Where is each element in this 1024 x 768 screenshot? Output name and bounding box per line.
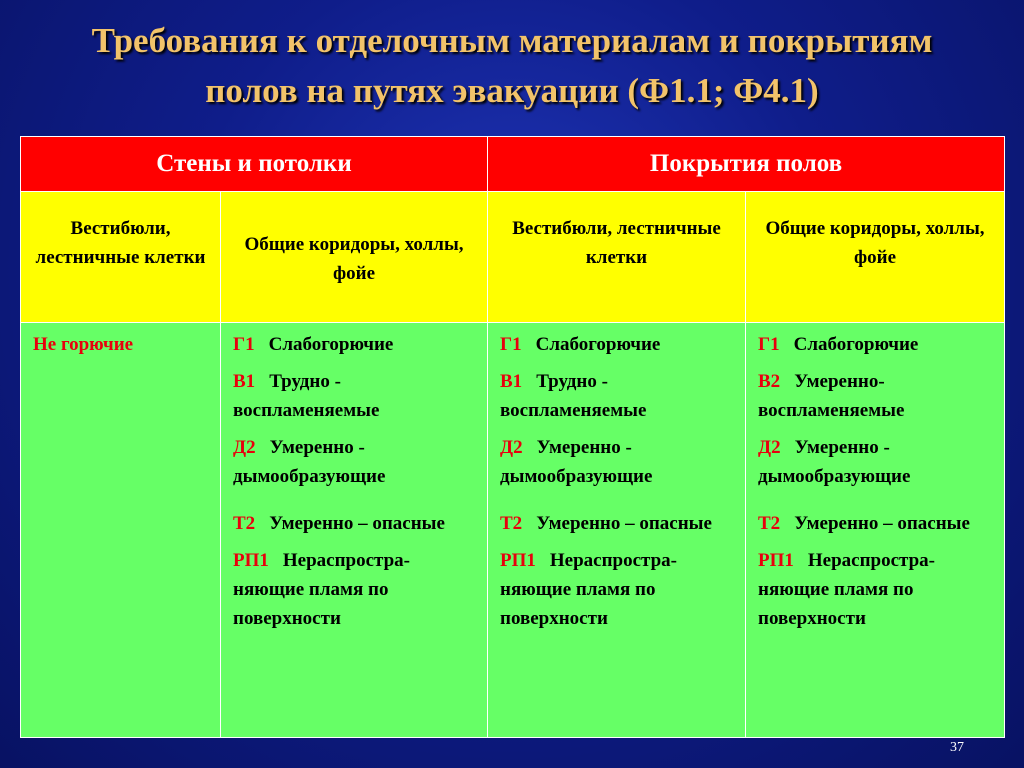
requirement-code: В1 <box>500 371 523 392</box>
requirement-text: Нераспростра-няющие пламя по поверхности <box>500 550 678 629</box>
subheader-cell <box>488 192 746 323</box>
subheader-cell <box>21 192 221 323</box>
requirement-code: Д2 <box>500 437 523 458</box>
requirement-entry <box>233 367 477 425</box>
requirement-code: Г1 <box>233 334 255 355</box>
slide-title-line2: полов на путях эвакуации (Ф1.1; Ф4.1) <box>205 71 819 110</box>
requirement-entry <box>500 546 735 633</box>
table-header-row <box>21 137 1005 192</box>
requirement-entry <box>500 330 735 359</box>
subheader-cell <box>221 192 488 323</box>
body-cell-walls-corridors <box>221 323 488 738</box>
table-subheader-row <box>21 192 1005 323</box>
requirements-list <box>746 323 1004 633</box>
requirement-code: Г1 <box>500 334 522 355</box>
requirement-text: Умеренно – опасные <box>269 513 445 534</box>
requirement-code: В1 <box>233 371 256 392</box>
requirement-entry <box>500 509 735 538</box>
requirement-text: Слабогорючие <box>793 334 919 355</box>
slide-title-line1: Требования к отделочным материалам и покрытиям <box>91 21 933 60</box>
body-cell-floors-corridors <box>746 323 1005 738</box>
requirement-code: РП1 <box>758 550 794 571</box>
table-body-row <box>21 323 1005 738</box>
requirement-text: Трудно - воспламеняемые <box>500 371 647 421</box>
requirement-entry <box>233 509 477 538</box>
requirement-text: Слабогорючие <box>268 334 394 355</box>
body-cell-floors-vestibules <box>488 323 746 738</box>
requirement-entry <box>758 433 994 491</box>
requirement-text: Умеренно - дымообразующие <box>500 437 653 487</box>
subheader-cell <box>746 192 1005 323</box>
slide-title <box>0 16 1024 116</box>
slide-number: 37 <box>950 740 964 755</box>
requirement-code: В2 <box>758 371 781 392</box>
requirement-text: Трудно - воспламеняемые <box>233 371 380 421</box>
requirement-text: Умеренно – опасные <box>794 513 970 534</box>
requirement-code: РП1 <box>233 550 269 571</box>
requirement-code: Д2 <box>758 437 781 458</box>
header-floor-coverings: Покрытия полов <box>488 137 1005 192</box>
requirement-text: Нераспростра-няющие пламя по поверхности <box>233 550 411 629</box>
requirement-code: Т2 <box>758 513 781 534</box>
requirement-entry <box>500 367 735 425</box>
subheader-floors-vestibules: Вестибюли, лестничные клетки <box>512 218 721 268</box>
requirement-text: Нераспростра-няющие пламя по поверхности <box>758 550 936 629</box>
requirement-entry <box>758 509 994 538</box>
subheader-walls-vestibules: Вестибюли, лестничные клетки <box>35 218 206 268</box>
body-cell-walls-vestibules <box>21 323 221 738</box>
requirement-entry <box>500 433 735 491</box>
requirement-text: Слабогорючие <box>535 334 661 355</box>
requirement-entry <box>758 330 994 359</box>
requirement-text: Умеренно - дымообразующие <box>233 437 386 487</box>
requirement-text: Умеренно- воспламеняемые <box>758 371 905 421</box>
requirement-entry <box>233 546 477 633</box>
requirement-code: Т2 <box>500 513 523 534</box>
subheader-walls-corridors: Общие коридоры, холлы, фойе <box>244 234 464 284</box>
requirement-code: Г1 <box>758 334 780 355</box>
requirement-code: РП1 <box>500 550 536 571</box>
requirement-entry <box>233 330 477 359</box>
non-combustible-label: Не горючие <box>33 334 134 355</box>
requirement-code: Т2 <box>233 513 256 534</box>
requirements-list <box>221 323 487 633</box>
requirement-entry <box>758 367 994 425</box>
requirement-text: Умеренно – опасные <box>536 513 712 534</box>
requirement-text: Умеренно - дымообразующие <box>758 437 911 487</box>
subheader-floors-corridors: Общие коридоры, холлы, фойе <box>765 218 985 268</box>
requirement-entry <box>758 546 994 633</box>
requirements-table <box>20 136 1005 738</box>
requirement-entry <box>233 433 477 491</box>
header-walls-ceilings: Стены и потолки <box>21 137 488 192</box>
requirement-code: Д2 <box>233 437 256 458</box>
requirements-list <box>488 323 745 633</box>
